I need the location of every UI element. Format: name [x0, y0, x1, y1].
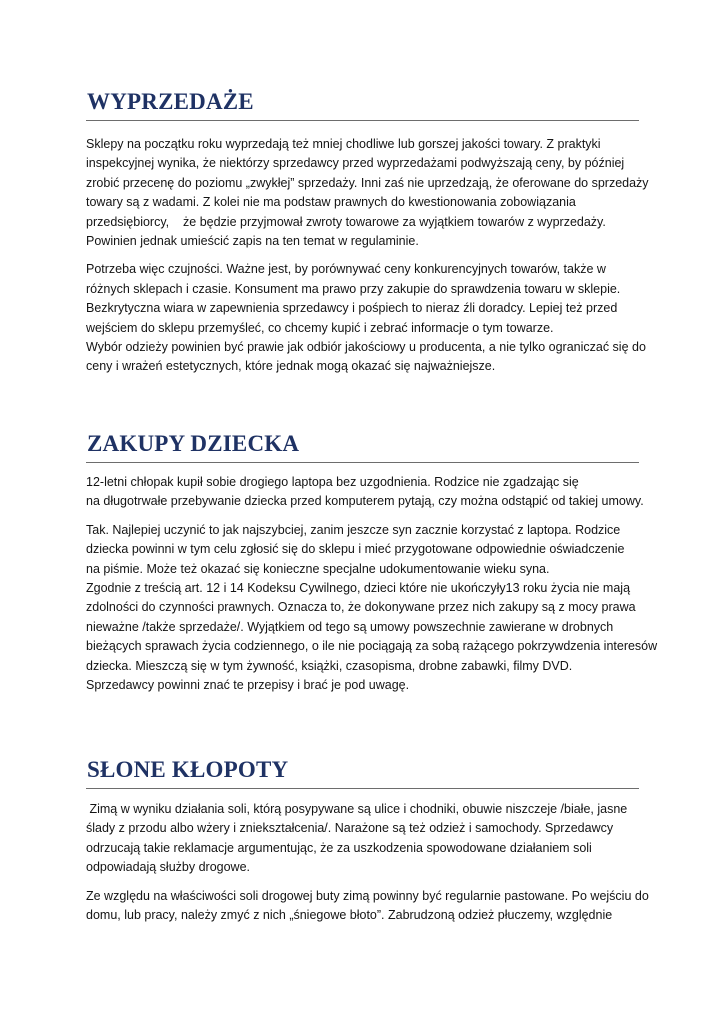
heading-rule — [86, 120, 639, 121]
text-line: wejściem do sklepu przemyśleć, co chcemy kupić i zebrać informacje o tym towarze. — [86, 320, 554, 335]
section-heading: ZAKUPY DZIECKA — [87, 431, 300, 456]
paragraph — [86, 473, 644, 512]
paragraph — [86, 887, 649, 926]
paragraph — [86, 260, 646, 376]
section-heading: SŁONE KŁOPOTY — [87, 757, 289, 782]
paragraph — [86, 800, 640, 878]
text-line: Zimą w wyniku działania soli, którą posypywane są ulice i chodniki, obuwie niszczeje /białe, jasne — [86, 802, 628, 816]
text-line: bieżących sprawach życia codziennego, o ile nie pociągają za sobą rażącego pokrzywdzenia interesów — [86, 639, 658, 654]
text-line: na długotrwałe przebywanie dziecka przed komputerem pytają, czy można odstąpić od takiej umowy. — [86, 494, 644, 509]
text-line: Tak. Najlepiej uczynić to jak najszybciej, zanim jeszcze syn zacznie korzystać z laptopa. Rodzice — [86, 522, 621, 537]
text-line: dziecka. Mieszczą się w tym żywność, książki, czasopisma, drobne zabawki, filmy DVD. — [86, 658, 573, 673]
text-line: różnych sklepach i czasie. Konsument ma prawo przy zakupie do sprawdzenia towaru w sklepie. — [86, 281, 621, 296]
paragraph — [86, 135, 649, 251]
paragraph — [86, 521, 658, 696]
text-line: nieważne /także sprzedaże/. Wyjątkiem od tego są umowy powszechnie zawierane w drobnych — [86, 619, 614, 634]
text-line: Powinien jednak umieścić zapis na ten temat w regulaminie. — [86, 234, 419, 249]
text-line: na piśmie. Może też okazać się konieczne specjalne udokumentowanie wieku syna. — [86, 561, 550, 576]
text-line: Potrzeba więc czujności. Ważne jest, by porównywać ceny konkurencyjnych towarów, także w — [86, 262, 606, 277]
text-line: Zgodnie z treścią art. 12 i 14 Kodeksu Cywilnego, dzieci które nie ukończyły13 roku życia nie mają — [86, 581, 631, 596]
text-line: Wybór odzieży powinien być prawie jak odbiór jakościowy u producenta, a nie tylko ograniczać się do — [86, 340, 646, 355]
text-line: domu, lub pracy, należy zmyć z nich „śniegowe błoto”. Zabrudzoną odzież płuczemy, względnie — [86, 908, 613, 923]
text-line: ślady z przodu albo wżery i zniekształcenia/. Narażone są też odzież i samochody. Sprzedawcy — [86, 821, 614, 836]
text-line: ceny i wrażeń estetycznych, które jednak mogą okazać się najważniejsze. — [86, 359, 496, 374]
text-line: towary są z wadami. Z kolei nie ma podstaw prawnych do kwestionowania zobowiązania — [86, 195, 576, 210]
text-line: Sprzedawcy powinni znać te przepisy i brać je pod uwagę. — [86, 678, 410, 693]
text-line: zrobić przecenę do poziomu „zwykłej” sprzedaży. Inni zaś nie uprzedzają, że oferowane do sprzedaży — [86, 175, 649, 190]
section-wyprzedaze — [86, 88, 649, 377]
section-heading: WYPRZEDAŻE — [87, 89, 254, 114]
text-line: Ze względu na właściwości soli drogowej buty zimą powinny być regularnie pastowane. Po wejściu do — [86, 888, 649, 903]
heading-rule — [86, 462, 639, 463]
text-line: Bezkrytyczna wiara w zapewnienia sprzedawcy i pośpiech to nieraz źli doradcy. Lepiej też przed — [86, 301, 618, 316]
text-line: odpowiadają służby drogowe. — [86, 860, 250, 875]
text-line: inspekcyjnej wynika, że niektórzy sprzedawcy przed wyprzedażami podwyższają ceny, by później — [86, 156, 625, 171]
section-zakupy-dziecka — [86, 430, 658, 695]
text-line: odrzucają takie reklamacje argumentując, że za uszkodzenia spowodowane działaniem soli — [86, 840, 592, 855]
text-line: 12-letni chłopak kupił sobie drogiego laptopa bez uzgodnienia. Rodzice nie zgadzając się — [86, 475, 579, 489]
section-slone-klopoty — [86, 756, 649, 925]
heading-rule — [86, 788, 639, 789]
text-line: zdolności do czynności prawnych. Oznacza to, że dokonywane przez nich zakupy są z mocy prawa — [86, 600, 636, 615]
text-line: Sklepy na początku roku wyprzedają też mniej chodliwe lub gorszej jakości towary. Z praktyki — [86, 137, 601, 151]
text-line: przedsiębiorcy, że będzie przyjmował zwroty towarowe za wyjątkiem towarów z wyprzedaży. — [86, 214, 606, 229]
text-line: dziecka powinni w tym celu zgłosić się do sklepu i mieć przygotowane odpowiednie oświadczenie — [86, 542, 625, 557]
